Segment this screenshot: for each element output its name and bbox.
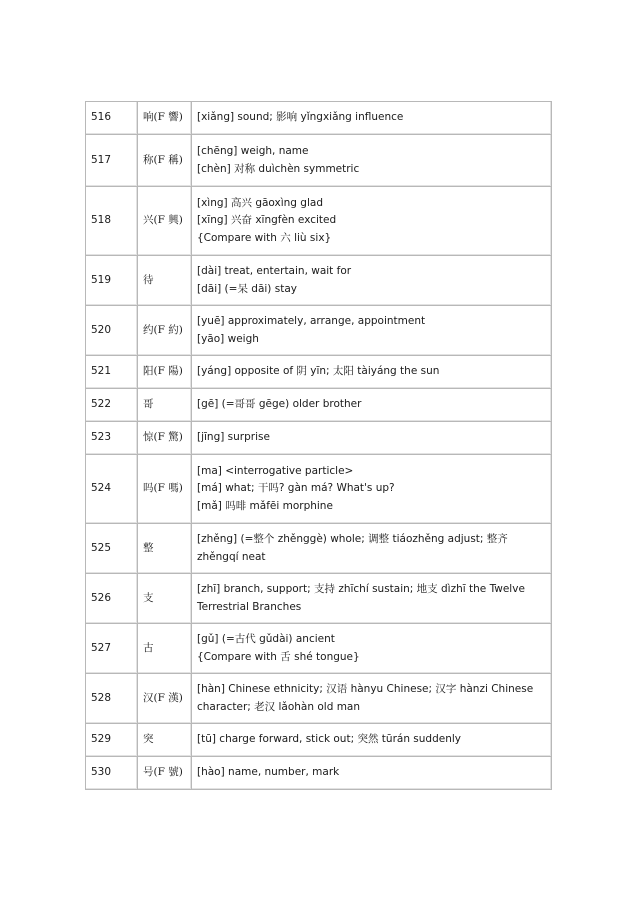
table-row (86, 356, 552, 389)
definition-line: [zhī] branch, support; 支持 zhīchí sustain; 地支 dìzhī the Twelve Terrestrial Branches (197, 583, 525, 613)
entry-character: 整 (138, 524, 192, 574)
entry-character: 汉(F 漢) (138, 674, 192, 724)
table-row (86, 674, 552, 724)
table-row (86, 256, 552, 306)
table-row (86, 187, 552, 256)
entry-number: 518 (86, 187, 138, 256)
definition-line: [tū] charge forward, stick out; 突然 tūrán suddenly (197, 733, 462, 746)
definition-line: [xiǎng] sound; 影响 yǐngxiǎng influence (197, 111, 404, 124)
definition-line: {Compare with 六 liù six} (197, 231, 332, 244)
vocabulary-table-body (86, 102, 552, 790)
definition-line: [hàn] Chinese ethnicity; 汉语 hànyu Chinese; 汉字 hànzi Chinese character; 老汉 lǎohàn old man (197, 683, 534, 713)
table-row (86, 389, 552, 422)
definition-line: {Compare with 舌 shé tongue} (197, 650, 360, 663)
entry-definition (192, 674, 552, 724)
entry-number: 526 (86, 574, 138, 624)
definition-line: [dāi] (=呆 dāi) stay (197, 282, 297, 295)
definition-line: [dài] treat, entertain, wait for (197, 265, 352, 277)
table-row (86, 455, 552, 524)
entry-definition (192, 724, 552, 757)
definition-line: [má] what; 干吗? gàn má? What's up? (197, 482, 395, 495)
entry-definition (192, 574, 552, 624)
entry-character: 约(F 約) (138, 306, 192, 356)
definition-line: [zhěng] (=整个 zhěnggè) whole; 调整 tiáozhěng adjust; 整齐 zhěngqí neat (197, 533, 508, 563)
entry-character: 哥 (138, 389, 192, 422)
definition-line: [hào] name, number, mark (197, 766, 340, 779)
entry-character: 支 (138, 574, 192, 624)
definition-line: [yáng] opposite of 阴 yīn; 太阳 tàiyáng the sun (197, 365, 440, 378)
entry-definition (192, 624, 552, 674)
entry-character: 称(F 稱) (138, 135, 192, 187)
entry-character: 吗(F 嗎) (138, 455, 192, 524)
entry-definition (192, 422, 552, 455)
definition-line: [yāo] weigh (197, 332, 259, 345)
definition-line: [chèn] 对称 duìchèn symmetric (197, 162, 360, 175)
entry-definition (192, 389, 552, 422)
definition-line: [mǎ] 吗啡 mǎfēi morphine (197, 499, 333, 512)
table-row (86, 624, 552, 674)
entry-number: 521 (86, 356, 138, 389)
entry-number: 516 (86, 102, 138, 135)
entry-number: 525 (86, 524, 138, 574)
entry-character: 待 (138, 256, 192, 306)
entry-number: 529 (86, 724, 138, 757)
table-row (86, 135, 552, 187)
definition-line: [xìng] 高兴 gāoxìng glad (197, 196, 323, 209)
entry-definition (192, 256, 552, 306)
definition-line: [xīng] 兴奋 xīngfèn excited (197, 214, 337, 227)
entry-character: 兴(F 興) (138, 187, 192, 256)
table-row (86, 524, 552, 574)
definition-line: [gǔ] (=古代 gǔdài) ancient (197, 633, 335, 645)
entry-character: 号(F 號) (138, 757, 192, 790)
entry-definition (192, 102, 552, 135)
definition-line: [yuē] approximately, arrange, appointment (197, 315, 426, 327)
entry-number: 519 (86, 256, 138, 306)
definition-line: [jīng] surprise (197, 431, 270, 444)
definition-line: [ma] <interrogative particle> (197, 464, 354, 477)
entry-character: 阳(F 陽) (138, 356, 192, 389)
entry-character: 古 (138, 624, 192, 674)
table-row (86, 306, 552, 356)
table-row (86, 102, 552, 135)
vocabulary-table (85, 101, 552, 790)
entry-number: 522 (86, 389, 138, 422)
entry-number: 523 (86, 422, 138, 455)
entry-character: 突 (138, 724, 192, 757)
entry-number: 524 (86, 455, 138, 524)
entry-number: 527 (86, 624, 138, 674)
entry-character: 响(F 響) (138, 102, 192, 135)
table-row (86, 757, 552, 790)
definition-line: [gē] (=哥哥 gēge) older brother (197, 398, 362, 411)
entry-definition (192, 356, 552, 389)
entry-number: 530 (86, 757, 138, 790)
entry-definition (192, 757, 552, 790)
entry-definition (192, 455, 552, 524)
entry-definition (192, 135, 552, 187)
definition-line: [chēng] weigh, name (197, 145, 309, 157)
entry-definition (192, 524, 552, 574)
entry-definition (192, 187, 552, 256)
entry-number: 517 (86, 135, 138, 187)
table-row (86, 422, 552, 455)
entry-number: 528 (86, 674, 138, 724)
table-row (86, 724, 552, 757)
entry-character: 惊(F 驚) (138, 422, 192, 455)
entry-definition (192, 306, 552, 356)
table-row (86, 574, 552, 624)
entry-number: 520 (86, 306, 138, 356)
